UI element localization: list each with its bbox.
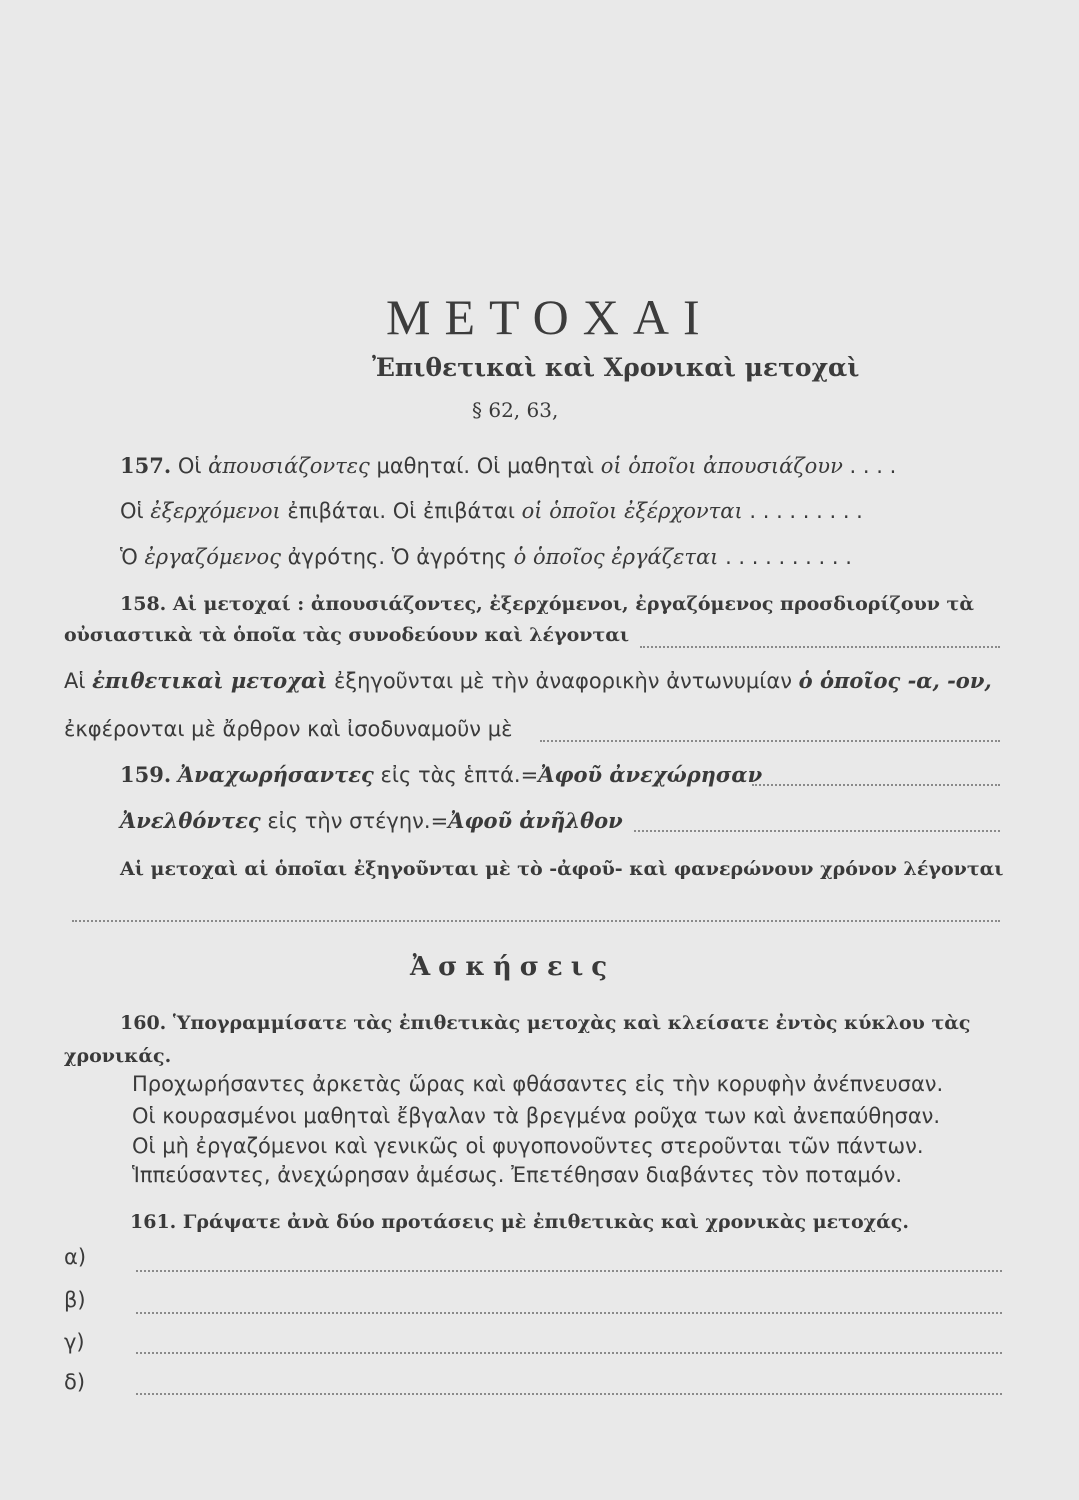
answer-line [634, 830, 1000, 832]
answer-line [752, 784, 1000, 786]
relative-clause: οἱ ὁποῖοι ἀπουσιάζουν [600, 454, 843, 478]
text: ἀγρότης. Ὁ ἀγρότης [287, 545, 507, 569]
relative-clause: ὁ ὁποῖος ἐργάζεται [513, 545, 719, 569]
answer-line [640, 646, 1000, 648]
answer-label-a: α) [64, 1245, 87, 1269]
answer-line[interactable] [136, 1352, 1002, 1354]
sentence: Ἱππεύσαντες, ἀνεχώρησαν ἀμέσως. Ἐπετέθησαν διαβάντες τὸν ποταμόν. [132, 1163, 903, 1187]
exercise-160-instruction [120, 1012, 970, 1034]
text: ἐξηγοῦνται μὲ τὴν ἀναφορικὴν ἀντωνυμίαν [334, 669, 792, 693]
answer-line[interactable] [136, 1393, 1002, 1395]
exercise-157-line-3 [120, 545, 852, 569]
text: μαθηταί. Οἱ μαθηταὶ [376, 454, 595, 478]
explanation: Ἀφοῦ ἀνεχώρησαν [538, 762, 763, 787]
explanation: Ἀφοῦ ἀνῆλθον [448, 808, 623, 833]
exercise-158-line-1 [120, 593, 974, 615]
sentence: Οἱ μὴ ἐργαζόμενοι καὶ γενικῶς οἱ φυγοπονοῦντες στεροῦνται τῶν πάντων. [132, 1134, 924, 1158]
text: Γράψατε ἀνὰ δύο προτάσεις μὲ ἐπιθετικὰς καὶ χρονικὰς μετοχάς. [182, 1211, 909, 1233]
text: εἰς τὰς ἑπτά.= [380, 763, 539, 787]
dots: . . . . . . . . . . [725, 545, 852, 569]
exercise-159-line-1 [120, 762, 762, 787]
exercise-160-number: 160. [120, 1012, 167, 1034]
sentence: Οἱ κουρασμένοι μαθηταὶ ἔβγαλαν τὰ βρεγμένα ροῦχα των καὶ ἀνεπαύθησαν. [132, 1104, 941, 1128]
exercise-161-instruction [130, 1211, 909, 1233]
text: Αἱ [64, 669, 86, 693]
answer-label-d: δ) [64, 1370, 86, 1394]
exercise-158-line-2 [64, 624, 629, 646]
text: εἰς τὴν στέγην.= [267, 809, 449, 833]
exercise-157-line-2 [120, 499, 863, 523]
exercises-heading: Ἀσκήσεις [410, 952, 616, 982]
section-reference: § 62, 63, [472, 398, 559, 422]
text: ἐπιβάται. Οἱ ἐπιβάται [287, 499, 515, 523]
answer-label-b: β) [64, 1288, 86, 1312]
exercise-158-line-4 [64, 717, 512, 741]
relative-clause: οἱ ὁποῖοι ἐξέρχονται [521, 499, 743, 523]
exercise-157-line-1 [120, 453, 896, 478]
exercise-158-line-3 [64, 668, 992, 693]
exercise-158-number: 158. [120, 593, 167, 615]
exercise-159-number: 159. [120, 762, 172, 787]
answer-line [540, 740, 1000, 742]
text: οὐσιαστικὰ τὰ ὁποῖα τὰς συνοδεύουν καὶ λέγονται [64, 624, 630, 646]
participle: ἐργαζόμενος [144, 545, 281, 569]
participle: ἀπουσιάζοντες [208, 454, 370, 478]
participle: Ἀνελθόντες [120, 808, 261, 833]
participle: ἐξερχόμενοι [150, 499, 281, 523]
exercise-159-line-3 [120, 858, 1003, 880]
page-subtitle: Ἐπιθετικαὶ καὶ Χρονικαὶ μετοχαὶ [372, 353, 860, 382]
text: Αἱ μετοχαὶ αἱ ὁποῖαι ἐξηγοῦνται μὲ τὸ -ἀφοῦ- καὶ φανερώνουν χρόνον λέγονται [120, 858, 1004, 880]
answer-line [72, 920, 1000, 922]
participle: Ἀναχωρήσαντες [177, 762, 374, 787]
text: Ὁ [120, 545, 138, 569]
emphasis: ἐπιθετικαὶ μετοχαὶ [92, 668, 328, 693]
dots: . . . . . . . . . [749, 499, 863, 523]
answer-label-c: γ) [64, 1330, 85, 1354]
text: ἐκφέρονται μὲ ἄρθρον καὶ ἰσοδυναμοῦν μὲ [64, 717, 513, 741]
text: Ὑπογραμμίσατε τὰς ἐπιθετικὰς μετοχὰς καὶ κλείσατε ἐντὸς κύκλου τὰς [172, 1012, 971, 1034]
dots: . . . . [849, 454, 897, 478]
answer-line[interactable] [136, 1270, 1002, 1272]
text: Αἱ μετοχαί : ἀπουσιάζοντες, ἐξερχόμενοι, ἐργαζόμενος προσδιορίζουν τὰ [172, 593, 974, 615]
text: Οἱ [177, 454, 202, 478]
exercise-157-number: 157. [120, 453, 172, 478]
page-title: ΜΕΤΟΧΑΙ [386, 289, 714, 345]
exercise-160-instruction-cont: χρονικάς. [64, 1045, 172, 1067]
answer-line[interactable] [136, 1312, 1002, 1314]
emphasis: ὁ ὁποῖος -α, -ον, [798, 668, 992, 693]
text: Οἱ [120, 499, 144, 523]
exercise-159-line-2 [120, 808, 623, 833]
exercise-161-number: 161. [130, 1211, 177, 1233]
sentence: Προχωρήσαντες ἀρκετὰς ὥρας καὶ φθάσαντες εἰς τὴν κορυφὴν ἀνέπνευσαν. [132, 1072, 944, 1096]
